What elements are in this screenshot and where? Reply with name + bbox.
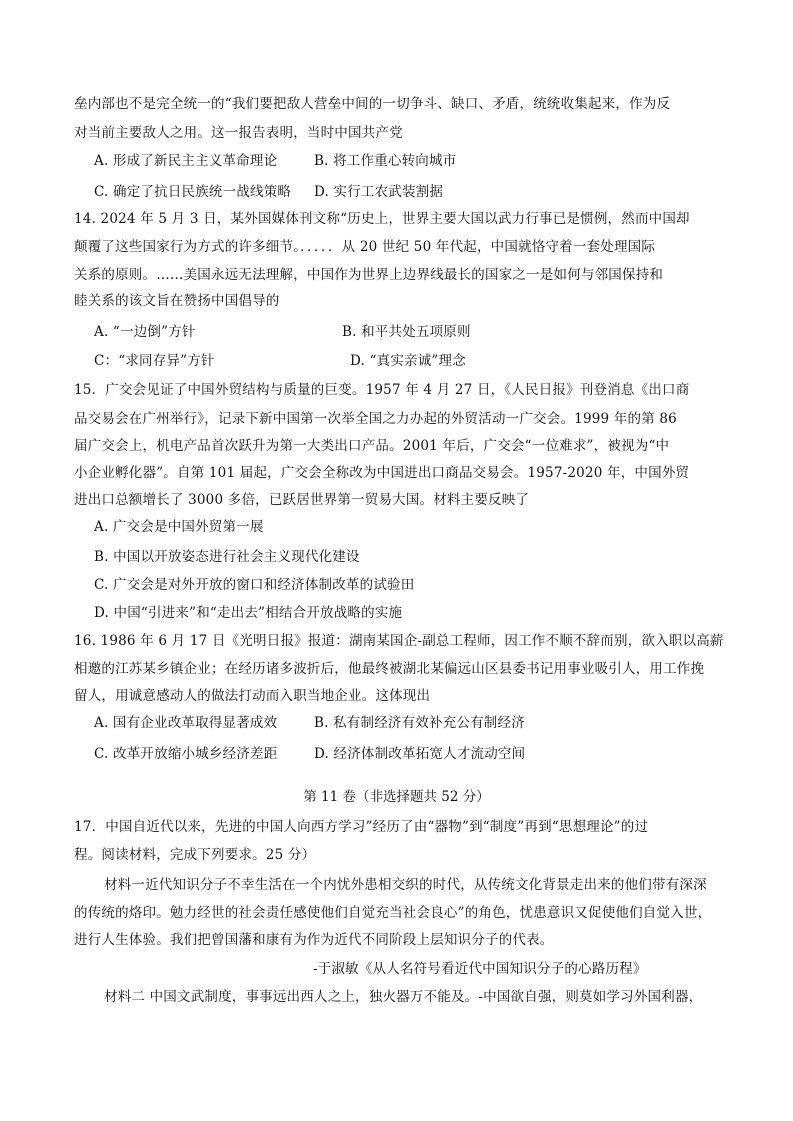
q15-stem-line-5: 进出口总额增长了 3000 多倍，已跃居世界第一贸易大国。材料主要反映了: [74, 492, 530, 508]
q13-stem-line-1: 垒内部也不是完全统一的“我们要把敌人营垒中间的一切争斗、缺口、矛盾，统统收集起来，作为反: [74, 96, 671, 112]
q17-stem-line-1: 17．中国自近代以来，先进的中国人向西方学习”经历了由“器物”到“制度”再到“思想理论”的过: [74, 819, 649, 835]
q13-stem-line-2: 对当前主要敌人之用。这一报告表明，当时中国共产党: [74, 125, 403, 141]
q14-option-d: D. “真实亲诚”理念: [350, 353, 466, 369]
q15-option-d: D. 中国“引进来”和“走出去”相结合开放战略的实施: [94, 605, 403, 621]
q16-option-c: C. 改革开放缩小城乡经济差距: [94, 746, 278, 762]
q16-stem-line-2: 相邀的江苏某乡镇企业；在经历诸多波折后，他最终被湖北某偏远山区县委书记用事业吸引人，用工作挽: [74, 661, 705, 677]
q15-option-b: B. 中国以开放姿态进行社会主义现代化建设: [94, 549, 360, 565]
q13-option-d: D. 实行工农武装割据: [314, 184, 444, 200]
q16-stem-line-3: 留人，用诚意感动人的做法打动而入职当地企业。这体现出: [74, 688, 431, 704]
q14-stem-line-1: 14. 2024 年 5 月 3 日，某外国媒体刊文称“历史上，世界主要大国以武力行事已是惯例，然而中国却: [74, 211, 690, 227]
q14-option-b: B. 和平共处五项原则: [342, 324, 471, 340]
q15-option-a: A. 广交会是中国外贸第一展: [94, 519, 264, 535]
q16-stem-line-1: 16. 1986 年 6 月 17 日《光明日报》报道：湖南某国企-副总工程师，因工作不顺不辞而别，欲入职以高薪: [74, 633, 724, 649]
q16-option-d: D. 经济体制改革拓宽人才流动空间: [314, 746, 526, 762]
q14-stem-line-3: 关系的原则。……美国永远无法理解，中国作为世界上边界线最长的国家之一是如何与邻国保持和: [74, 267, 664, 283]
q14-stem-line-4: 睦关系的该文旨在赞扬中国倡导的: [74, 293, 280, 309]
q15-stem-line-4: 小企业孵化器”。自第 101 届起，广交会全称改为中国进出口商品交易会。1957-2020 年，中国外贸: [74, 465, 690, 481]
q17-material-1-line-3: 进行人生体验。我们把曾国藩和康有为作为近代不同阶段上层知识分子的代表。: [74, 932, 554, 948]
q16-option-b: B. 私有制经济有效补充公有制经济: [314, 715, 525, 731]
q17-material-1-line-2: 的传统的烙印。勉力经世的社会责任感使他们自觉充当社会良心”的角色，忧患意识又促使他们自觉入世，: [74, 905, 712, 921]
q17-material-1-line-1: 材料一近代知识分子不幸生活在一个内忧外患相交织的时代，从传统文化背景走出来的他们带有深深: [104, 877, 707, 893]
q14-stem-line-2: 颠覆了这些国家行为方式的许多细节。．．．．．从 20 世纪 50 年代起，中国就恪守着一套处理国际: [74, 239, 656, 255]
q16-option-a: A. 国有企业改革取得显著成效: [94, 715, 278, 731]
q15-stem-line-3: 届广交会上，机电产品首次跃升为第一大类出口产品。2001 年后，广交会“一位难求”，被视为“中: [74, 438, 670, 454]
q17-material-1-source: -于淑敏《从人名符号看近代中国知识分子的心路历程》: [313, 961, 647, 977]
q17-stem-line-2: 程。阅读材料，完成下列要求。25 分）: [74, 847, 316, 863]
q13-option-c: C. 确定了抗日民族统一战线策略: [94, 184, 292, 200]
q15-stem-line-2: 品交易会在广州举行》，记录下新中国第一次举全国之力办起的外贸活动一广交会。1999 年的第 86: [74, 411, 677, 427]
q13-option-a: A. 形成了新民主主义革命理论: [94, 153, 278, 169]
section-2-title: 第 11 卷（非选择题共 52 分）: [303, 789, 490, 805]
q13-option-b: B. 将工作重心转向城市: [314, 153, 457, 169]
q17-material-2-line-1: 材料二 中国文武制度，事事远出西人之上，独火器万不能及。-中国欲自强，则莫如学习外国利器，: [104, 989, 703, 1005]
q14-option-a: A. “一边倒”方针: [94, 324, 196, 340]
q15-option-c: C. 广交会是对外开放的窗口和经济体制改革的试验田: [94, 577, 415, 593]
q14-option-c: C：“求同存异”方针: [94, 353, 215, 369]
q15-stem-line-1: 15．广交会见证了中国外贸结构与质量的巨变。1957 年 4 月 27 日，《人民日报》刊登消息《出口商: [74, 382, 690, 398]
